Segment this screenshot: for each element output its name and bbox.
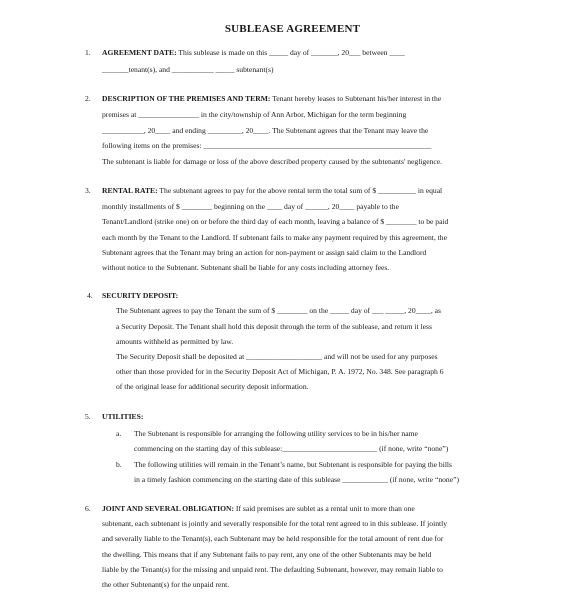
section-text: Tenant hereby leases to Subtenant his/her interest in the: [270, 94, 442, 103]
section-line: the other Subtenant(s) for the unpaid rent.: [102, 580, 230, 589]
section-line: [102, 49, 405, 57]
section-number: 3.: [85, 186, 91, 195]
document-title: SUBLEASE AGREEMENT: [224, 23, 361, 35]
section-line: Tenant/Landlord (strike one) on or before the third day of each month, leaving a balance of $ ________ to be paid: [102, 217, 449, 226]
section-line: liable by the Tenant(s) for the missing and unpaid rent. The defaulting Subtenant, however, may remain liable to: [102, 565, 443, 574]
section-line: [102, 95, 441, 103]
section-line: _______tenant(s), and ___________ _____ subtenant(s): [102, 65, 274, 74]
section-line: [102, 292, 178, 300]
section-text: If said premises are sublet as a rental unit to more than one: [234, 504, 415, 513]
section-heading: DESCRIPTION OF THE PREMISES AND TERM:: [102, 94, 271, 103]
section-number: 2.: [85, 94, 91, 103]
list-marker: b.: [116, 460, 122, 469]
section-line: other than those provided for in the Security Deposit Act of Michigan, P. A. 1972, No. 348. See paragraph 6: [116, 367, 444, 376]
section-line: [102, 413, 143, 421]
section-line: each month by the Tenant to the Landlord. If subtenant fails to make any payment required by this agreement, the: [102, 233, 447, 242]
section-line: The Security Deposit shall be deposited at ____________________ and will not be used for any purposes: [116, 352, 438, 361]
section-line: The following utilities will remain in the Tenant’s name, but Subtenant is responsible for paying the bills: [134, 460, 453, 469]
section-line: Subtenant agrees that the Tenant may bring an action for non-payment or assign said claim to the Landlord: [102, 248, 427, 257]
section-heading: JOINT AND SEVERAL OBLIGATION:: [102, 504, 235, 513]
section-line: commencing on the starting day of this sublease:_________________________ (if none, write “none”): [134, 444, 449, 453]
section-number: 5.: [85, 412, 91, 421]
section-number: 1.: [85, 48, 91, 57]
section-line: monthly installments of $ ________ beginning on the ____ day of ______, 20____ payable to the: [102, 202, 399, 211]
section-text: The subtenant agrees to pay for the above rental term the total sum of $ __________ in equal: [157, 186, 443, 195]
section-line: amounts withheld as permitted by law.: [116, 337, 234, 346]
section-line: without notice to the Subtenant. Subtenant shall be liable for any costs including attorney fees.: [102, 263, 390, 272]
section-heading: SECURITY DEPOSIT:: [102, 291, 179, 300]
list-marker: a.: [116, 429, 122, 438]
section-text: This sublease is made on this _____ day of _______, 20___ between ____: [176, 48, 405, 57]
section-line: in a timely fashion commencing on the starting date of this sublease ____________ (if none, write “none”): [134, 475, 459, 484]
section-line: the dwelling. This means that if any Subtenant fails to pay rent, any one of the other Subtenants may be held: [102, 550, 432, 559]
section-number: 6.: [85, 504, 91, 513]
section-number: 4.: [87, 291, 93, 300]
section-line: premises at ________________ in the city/township of Ann Arbor, Michigan for the term beginning: [102, 110, 407, 119]
section-line: a Security Deposit. The Tenant shall hold this deposit through the term of the sublease, and return it less: [116, 322, 432, 331]
section-line: following items on the premises: ____________________________________________________________: [102, 141, 432, 150]
section-line: and severally liable to the Tenant(s), each Subtenant may be held responsible for the total amount of rent due for: [102, 534, 444, 543]
section-line: The subtenant is liable for damage or loss of the above described property caused by the subtenants' negligence.: [102, 157, 443, 166]
section-line: The Subtenant agrees to pay the Tenant the sum of $ ________ on the _____ day of ___ _____, 20____, as: [116, 306, 441, 315]
section-line: [102, 505, 415, 513]
section-line: subtenant, each subtenant is jointly and severally responsible for the total rent agreed to in this sublease. If jointly: [102, 519, 448, 528]
section-line: The Subtenant is responsible for arranging the following utility services to be in his/her name: [134, 429, 418, 438]
section-line: [102, 187, 442, 195]
section-line: of the original lease for additional security deposit information.: [116, 382, 309, 391]
section-line: ___________, 20____ and ending _________, 20____. The Subtenant agrees that the Tenant may leave the: [102, 126, 429, 135]
section-heading: AGREEMENT DATE:: [102, 48, 177, 57]
section-heading: RENTAL RATE:: [102, 186, 158, 195]
section-heading: UTILITIES:: [102, 412, 144, 421]
